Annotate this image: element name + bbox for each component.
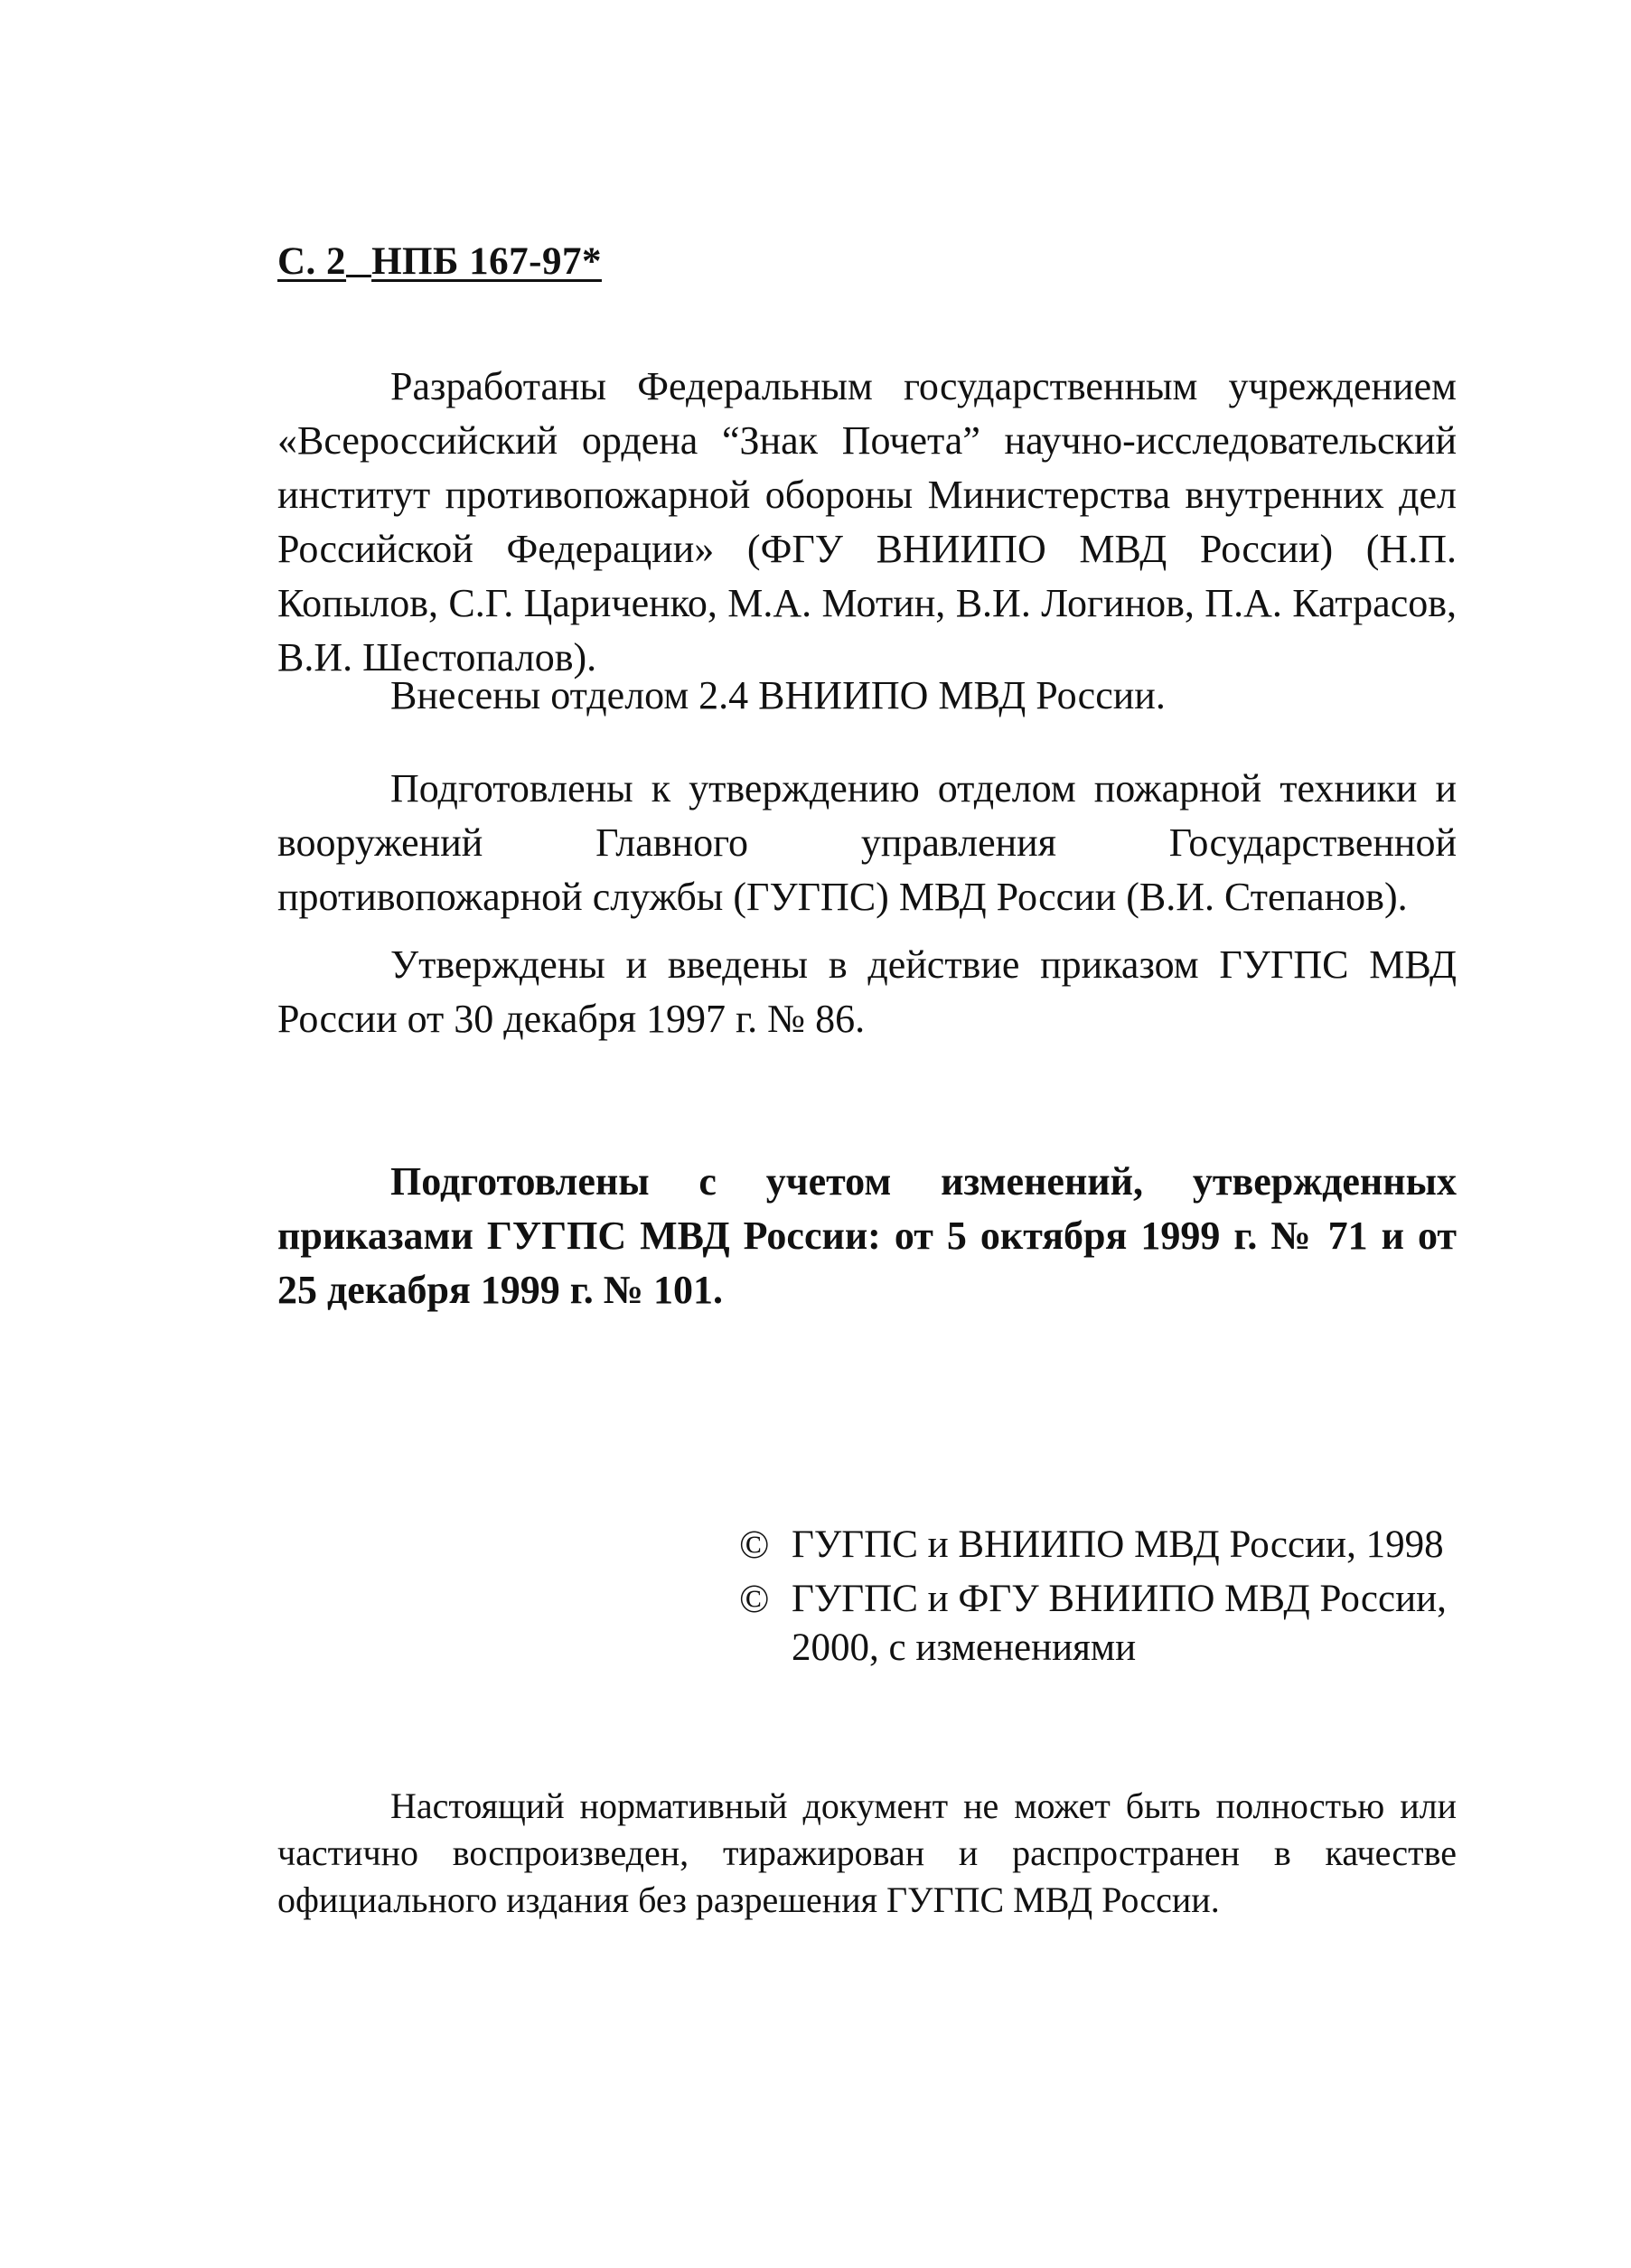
copyright-icon: ©	[739, 1577, 770, 1621]
page-header	[277, 242, 602, 281]
copyright-block	[739, 1521, 1462, 1678]
copyright-line	[739, 1521, 1462, 1570]
developers-paragraph: Разработаны Федеральным государственным учреждением «Всероссийский ордена “Знак Почета” научно-исследовательский институт противопожарной обороны Министерства внутренних дел Российской Федерации» (ФГУ ВНИИПО МВД России) (Н.П. Копылов, С.Г. Цариченко, М.А. Мотин, В.И. Логинов, П.А. Катрасов, В.И. Шестопалов).	[277, 364, 1457, 679]
approved-paragraph: Утверждены и введены в действие приказом ГУГПС МВД России от 30 декабря 1997 г. № 86.	[277, 942, 1457, 1041]
changes-paragraph: Подготовлены с учетом изменений, утвержденных приказами ГУГПС МВД России: от 5 октября 1999 г. № 71 и от 25 декабря 1999 г. № 101.	[277, 1159, 1457, 1312]
reproduction-notice: Настоящий нормативный документ не может быть полностью или частично воспроизведен, тиражирован и распространен в качестве официального издания без разрешения ГУГПС МВД России.	[277, 1785, 1457, 1920]
header-separator	[346, 242, 371, 277]
copyright-text: ГУГПС и ВНИИПО МВД России, 1998	[792, 1523, 1444, 1566]
copyright-line	[739, 1575, 1462, 1673]
copyright-text: ГУГПС и ФГУ ВНИИПО МВД России, 2000, с изменениями	[792, 1578, 1447, 1669]
introduced-paragraph: Внесены отделом 2.4 ВНИИПО МВД России.	[390, 673, 1166, 717]
document-code: НПБ 167-97*	[371, 240, 602, 283]
page-number: С. 2	[277, 240, 347, 283]
prepared-paragraph: Подготовлены к утверждению отделом пожарной техники и вооружений Главного управления Государственной противопожарной службы (ГУГПС) МВД России (В.И. Степанов).	[277, 766, 1457, 919]
copyright-icon: ©	[739, 1523, 770, 1567]
